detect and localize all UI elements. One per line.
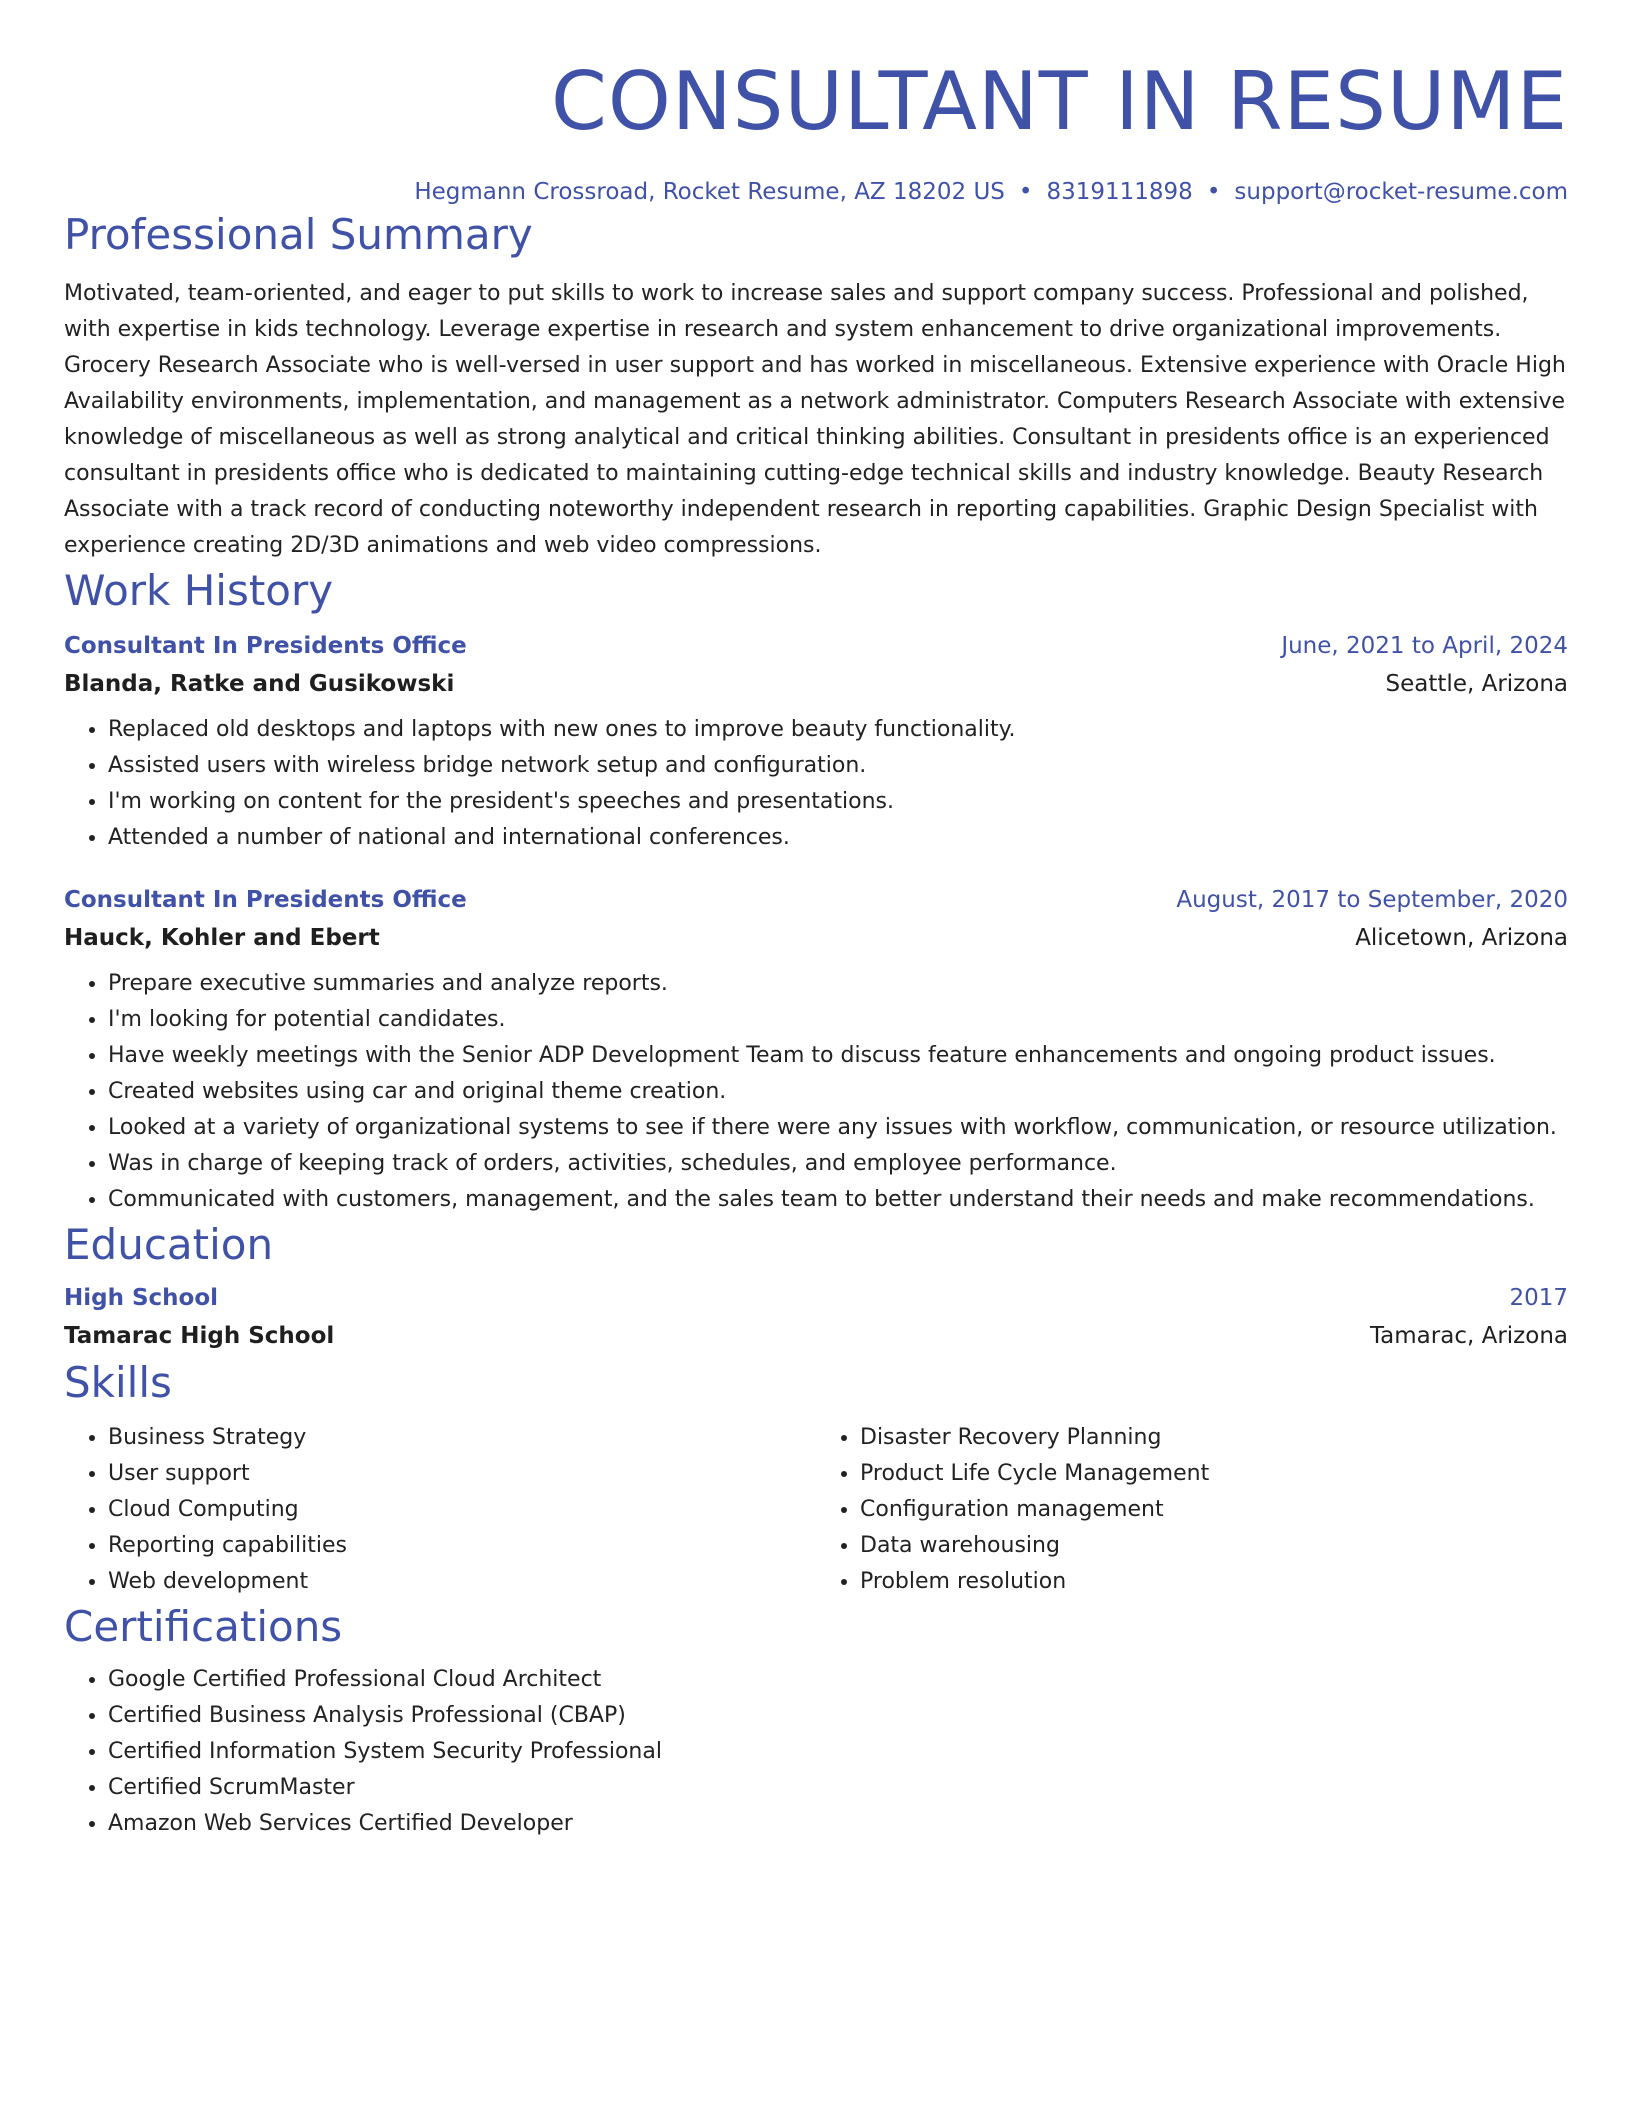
skill-item: • Business Strategy [108,1420,816,1456]
skill-item: • Web development [108,1564,816,1600]
job-bullet: • Replaced old desktops and laptops with new ones to improve beauty functionality. [108,712,1568,748]
certification-item: • Certified Business Analysis Professional (CBAP) [108,1698,1568,1734]
skill-item: • Disaster Recovery Planning [860,1420,1568,1456]
education-entry [64,1280,1568,1356]
job-bullets [64,712,1568,856]
certification-item: • Certified Information System Security Professional [108,1734,1568,1770]
contact-separator: • [1018,179,1033,205]
job-bullet: • Assisted users with wireless bridge network setup and configuration. [108,748,1568,784]
school-name: Tamarac High School [64,1323,335,1349]
skills-heading: Skills [64,1358,172,1407]
job-bullet: • Have weekly meetings with the Senior ADP Development Team to discuss feature enhancements and ongoing product issues. [108,1038,1568,1074]
job-dates: August, 2017 to September, 2020 [1176,887,1568,913]
skills-columns [64,1420,1568,1600]
job-bullet: • Created websites using car and original theme creation. [108,1074,1568,1110]
graduation-year: 2017 [1509,1285,1568,1311]
skills-list-left [64,1420,816,1600]
resume-header [64,0,1568,208]
certification-item: • Certified ScrumMaster [108,1770,1568,1806]
job-bullet: • Looked at a variety of organizational systems to see if there were any issues with workflow, communication, or resource utilization. [108,1110,1568,1146]
contact-phone: 8319111898 [1046,179,1193,205]
contact-email[interactable]: support@rocket-resume.com [1234,179,1568,205]
job-location: Seattle, Arizona [1385,671,1568,697]
skill-item: • Data warehousing [860,1528,1568,1564]
work-history-heading: Work History [64,566,334,615]
skill-item: • Cloud Computing [108,1492,816,1528]
job-bullet: • Prepare executive summaries and analyze reports. [108,966,1568,1002]
job-entry [64,628,1568,856]
contact-line [64,176,1568,208]
skill-item: • Product Life Cycle Management [860,1456,1568,1492]
summary-text: Motivated, team-oriented, and eager to put skills to work to increase sales and support company success. Professional and polished, with expertise in kids technology. Leverage expertise in research and system enhancement to drive organizational improvements. Grocery Research Associate who is well-versed in user support and has worked in miscellaneous. Extensive experience with Oracle High Availability environments, implementation, and management as a network administrator. Computers Research Associate with extensive knowledge of miscellaneous as well as strong analytical and critical thinking abilities. Consultant in presidents office is an experienced consultant in presidents office who is dedicated to maintaining cutting-edge technical skills and industry knowledge. Beauty Research Associate with a track record of conducting noteworthy independent research in reporting capabilities. Graphic Design Specialist with experience creating 2D/3D animations and web video compressions. [64,281,1566,558]
company-name: Hauck, Kohler and Ebert [64,925,380,951]
education-heading: Education [64,1220,274,1269]
job-entry [64,882,1568,1218]
job-location: Alicetown, Arizona [1355,925,1568,951]
job-bullet: • Attended a number of national and international conferences. [108,820,1568,856]
job-bullet: • Communicated with customers, management, and the sales team to better understand their needs and make recommendations. [108,1182,1568,1218]
certification-item: • Amazon Web Services Certified Developer [108,1806,1568,1842]
job-bullets [64,966,1568,1218]
certifications-list [64,1662,1568,1842]
job-title: Consultant In Presidents Office [64,633,467,659]
job-bullet: • I'm working on content for the president's speeches and presentations. [108,784,1568,820]
skills-list-right [816,1420,1568,1600]
school-location: Tamarac, Arizona [1369,1323,1568,1349]
company-name: Blanda, Ratke and Gusikowski [64,671,455,697]
job-title: Consultant In Presidents Office [64,887,467,913]
skill-item: • User support [108,1456,816,1492]
job-bullet: • Was in charge of keeping track of orders, activities, schedules, and employee performance. [108,1146,1568,1182]
candidate-name: CONSULTANT IN RESUME [551,55,1568,148]
contact-separator: • [1206,179,1221,205]
degree: High School [64,1285,219,1311]
job-dates: June, 2021 to April, 2024 [1281,633,1568,659]
skill-item: • Problem resolution [860,1564,1568,1600]
summary-heading: Professional Summary [64,210,533,259]
skill-item: • Reporting capabilities [108,1528,816,1564]
certifications-heading: Certifications [64,1602,343,1651]
job-bullet: • I'm looking for potential candidates. [108,1002,1568,1038]
contact-address: Hegmann Crossroad, Rocket Resume, AZ 18202 US [414,179,1005,205]
skill-item: • Configuration management [860,1492,1568,1528]
resume-page [64,0,1568,1842]
certification-item: • Google Certified Professional Cloud Architect [108,1662,1568,1698]
